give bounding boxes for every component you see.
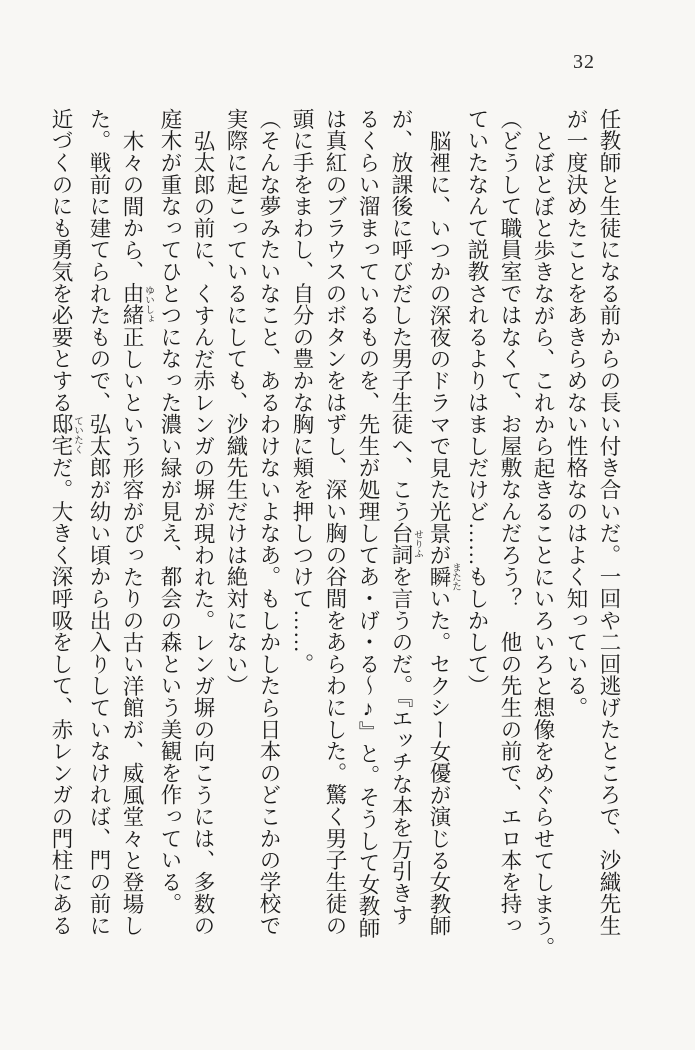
text-line: 頭に手をまわし、自分の豊かな胸に頬を押しつけて……。 — [290, 108, 314, 675]
text-line: るくらい溜まっているものを、先生が処理してあ・げ・る～♪』と。そうして女教師 — [356, 108, 380, 939]
furigana-ruby: 由緒 ゆいしょ — [120, 282, 153, 326]
page-number: 32 — [573, 51, 595, 73]
text-line: ていたなんて説教されるよりはましだけど……もしかして） — [465, 108, 489, 697]
text-line: 実際に起こっているにしても、沙織先生だけは絶対にない） — [224, 108, 248, 697]
text-line: （どうして職員室ではなくて、お屋敷なんだろう？ 他の先生の前で、エロ本を持っ — [498, 108, 522, 937]
text-line: とぼとぼと歩きながら、これから起きることにいろいろと想像をめぐらせてしまう。 — [531, 129, 555, 958]
text-line: た。戦前に建てられたもので、弘太郎が幼い頃から出入りしていなければ、門の前に — [87, 108, 111, 937]
text-line: は真紅のブラウスのボタンをはずし、深い胸の谷間をあらわにした。驚く男子生徒の — [323, 108, 347, 937]
text-line: が、放課後に呼びだした男子生徒へ、こう台詞 せりふを言うのだ。『エッチな本を万引きす — [389, 108, 422, 926]
text-line: 脳裡に、いつかの深夜のドラマで見た光景が瞬 またたいた。セクシー女優が演じる女教師 — [427, 129, 460, 937]
text-line: 木々の間から、由緒 ゆいしょ正しいという形容がぴったりの古い洋館が、威風堂々と登場し — [120, 129, 153, 937]
furigana-ruby: 邸宅 ていたく — [49, 413, 82, 457]
text-line: 近づくのにも勇気を必要とする邸宅 ていたくだ。大きく深呼吸をして、赤レンガの門柱にある — [49, 108, 82, 937]
text-line: 弘太郎の前に、くすんだ赤レンガの塀が現われた。レンガ塀の向こうには、多数の — [191, 129, 215, 937]
text-line: 任教師と生徒になる前からの長い付き合いだ。一回や二回逃げたところで、沙織先生 — [597, 108, 621, 937]
furigana-ruby: 瞬 またた — [427, 562, 460, 591]
text-line: 庭木が重なってひとつになった濃い緑が見え、都会の森という美観を作っている。 — [158, 108, 182, 915]
text-line: が一度決めたことをあきらめない性格なのはよく知っている。 — [564, 108, 588, 719]
furigana-ruby: 台詞 せりふ — [389, 522, 422, 566]
text-line: （そんな夢みたいなこと、あるわけないよなあ。もしかしたら日本のどこかの学校で — [257, 108, 281, 937]
page-text — [44, 108, 625, 960]
